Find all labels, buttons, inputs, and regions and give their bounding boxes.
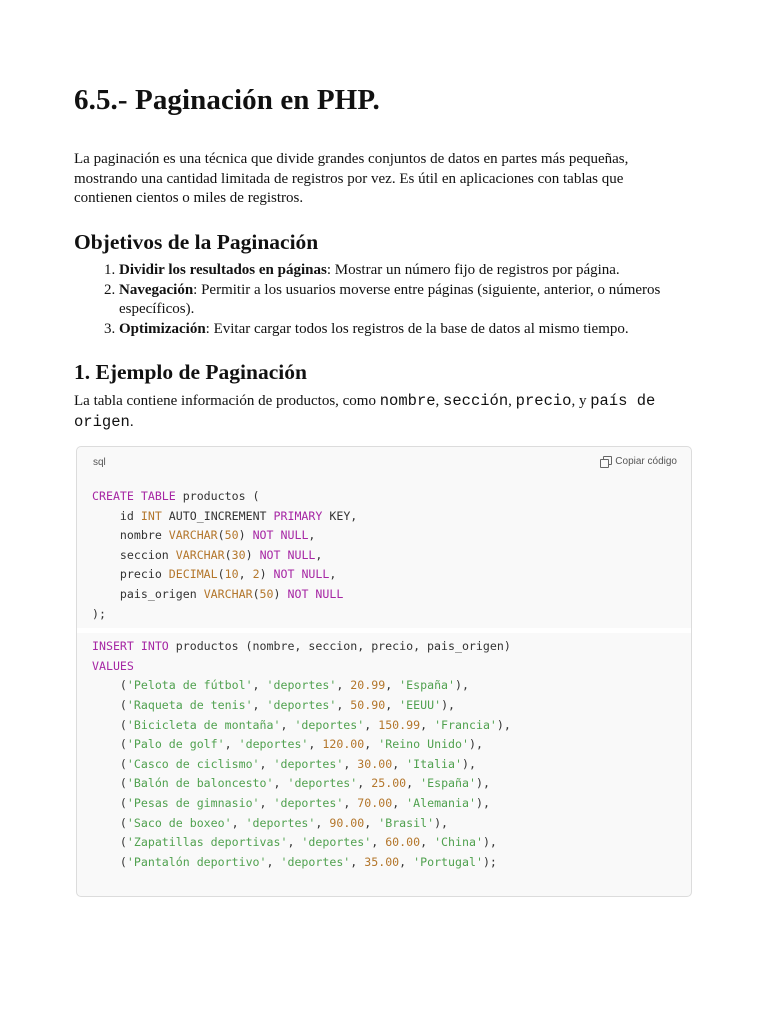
code-token: 'China' [434, 835, 483, 850]
code-token: , [357, 776, 372, 791]
code-token: 'Pelota de fútbol' [126, 678, 253, 693]
code-token: nombre [92, 528, 169, 543]
code-token: , [259, 795, 274, 810]
list-item-term: Navegación [119, 281, 194, 298]
code-token: ), [455, 678, 469, 693]
code-token: ), [434, 815, 449, 830]
code-token: ), [496, 717, 511, 732]
code-token: , [273, 776, 288, 791]
code-line [92, 565, 691, 585]
code-token: 'Zapatillas deportivas' [126, 835, 288, 850]
code-token: 'Brasil' [378, 815, 435, 830]
code-token: , [280, 717, 295, 732]
code-line [92, 605, 691, 625]
list-item-term: Dividir los resultados en páginas [119, 262, 327, 278]
code-token: , [350, 854, 365, 869]
code-line [92, 814, 691, 834]
code-token: precio [92, 567, 169, 582]
code-token: 'España' [420, 776, 476, 791]
code-insert-values [77, 637, 691, 872]
code-line [92, 507, 691, 527]
list-item [119, 281, 689, 320]
code-token: , [252, 678, 267, 693]
code-token: NOT NULL [287, 586, 344, 601]
code-line [92, 833, 691, 853]
code-token: 'deportes' [294, 717, 365, 732]
code-token: 50 [224, 528, 239, 543]
code-token: 'España' [399, 678, 456, 693]
code-token: DECIMAL [168, 567, 218, 582]
code-token: 'Casco de ciclismo' [126, 756, 260, 771]
field-name: precio [515, 392, 572, 410]
example-description [74, 391, 689, 433]
code-token: ( [92, 795, 127, 810]
code-token: , [399, 854, 414, 869]
code-token: 'Saco de boxeo' [126, 815, 232, 830]
objectives-list [74, 261, 689, 339]
code-token: ( [92, 717, 127, 732]
code-block [76, 446, 692, 897]
code-token: 90.00 [329, 815, 365, 830]
code-token: , [406, 776, 421, 791]
code-token: , [364, 815, 379, 830]
example-heading: 1. Ejemplo de Paginación [74, 360, 307, 384]
code-token: 'deportes' [301, 835, 372, 850]
code-token: 'Bicicleta de montaña' [126, 717, 281, 732]
code-token: pais_origen [92, 586, 204, 601]
code-token: productos (nombre, seccion, precio, pais_origen) [168, 639, 511, 654]
code-token: , [266, 854, 281, 869]
code-line [92, 735, 691, 755]
field-name: país de origen [74, 392, 656, 431]
code-token: , [287, 835, 302, 850]
code-token: 'Portugal' [413, 854, 483, 869]
code-token: AUTO_INCREMENT [161, 508, 274, 523]
field-name: sección [443, 392, 509, 410]
code-token: 'Palo de golf' [126, 737, 225, 752]
code-token: 35.00 [364, 854, 400, 869]
code-token: ); [482, 854, 497, 869]
code-token: ( [224, 547, 232, 562]
code-token: VALUES [92, 658, 134, 673]
code-separator [77, 628, 691, 633]
code-token: , [329, 567, 337, 582]
code-token: ); [92, 606, 106, 621]
code-token: ), [475, 776, 490, 791]
code-token: ), [469, 737, 483, 752]
code-token: INSERT INTO [92, 639, 169, 654]
code-token: 'Alemania' [406, 795, 476, 810]
code-token: 'Pesas de gimnasio' [126, 795, 260, 810]
code-line [92, 853, 691, 873]
code-token: , [252, 697, 267, 712]
code-token: VARCHAR [175, 547, 225, 562]
code-token: NOT NULL [273, 567, 330, 582]
code-token: ( [92, 776, 127, 791]
code-token: CREATE TABLE [92, 489, 176, 503]
list-item [119, 320, 689, 340]
intro-paragraph: La paginación es una técnica que divide grandes conjuntos de datos en partes más pequeñas, mostrando una cantidad limitada de registros por vez. Es útil en aplicaciones con tablas que contienen cientos o miles de registros. [74, 151, 629, 206]
code-token: 50.90 [350, 697, 386, 712]
code-token: VARCHAR [168, 528, 218, 543]
code-token: ( [217, 567, 225, 582]
code-token: 50 [259, 586, 274, 601]
copy-code-button[interactable] [600, 456, 677, 467]
code-token: , [315, 815, 330, 830]
list-item-text: : Mostrar un número fijo de registros por página. [326, 262, 620, 278]
code-token: NOT NULL [252, 528, 309, 543]
code-token: 'deportes' [280, 854, 351, 869]
code-token: , [385, 678, 400, 693]
code-token: 2 [252, 567, 260, 582]
code-token: , [420, 835, 435, 850]
code-token: ( [92, 697, 127, 712]
code-header [77, 447, 691, 479]
code-token: ( [252, 586, 260, 601]
code-token: , [238, 567, 253, 582]
code-token: 60.00 [385, 835, 421, 850]
code-line [92, 637, 691, 657]
code-line [92, 676, 691, 696]
code-token: ( [92, 815, 127, 830]
code-token: , [364, 717, 379, 732]
code-token: ), [441, 697, 456, 712]
code-token: 20.99 [350, 678, 386, 693]
code-token: INT [140, 508, 162, 523]
code-token: , [336, 697, 351, 712]
code-token: , [231, 815, 246, 830]
code-token: , [259, 756, 274, 771]
code-token: 70.00 [357, 795, 393, 810]
code-token: 'deportes' [273, 756, 344, 771]
code-token: ( [92, 756, 127, 771]
code-token: 'deportes' [266, 678, 337, 693]
list-item-text: : Permitir a los usuarios moverse entre páginas (siguiente, anterior, o números específicos). [119, 281, 661, 317]
code-token: , [364, 737, 379, 752]
code-line [92, 526, 691, 546]
code-token: seccion [92, 547, 176, 562]
code-token: KEY, [322, 508, 358, 523]
code-token: 'Italia' [406, 756, 462, 771]
code-token: 'deportes' [245, 815, 316, 830]
code-token: , [385, 697, 400, 712]
code-token: 10 [224, 567, 239, 582]
code-line [92, 774, 691, 794]
list-item-text: : Evitar cargar todos los registros de la base de datos al mismo tiempo. [205, 320, 629, 337]
code-token: ( [92, 854, 127, 869]
desc-sep: , y [571, 393, 591, 409]
code-token: VARCHAR [203, 586, 253, 601]
code-token: ( [92, 678, 127, 693]
code-token: ( [92, 835, 127, 850]
code-token: , [420, 717, 435, 732]
code-token: ) [259, 567, 274, 582]
code-token: productos ( [175, 489, 260, 503]
code-token: 150.99 [378, 717, 421, 732]
code-token: , [343, 795, 358, 810]
code-create-table [77, 487, 691, 624]
code-line [92, 657, 691, 677]
code-line [92, 546, 691, 566]
code-token: 'Francia' [434, 717, 497, 732]
code-line [92, 755, 691, 775]
code-token: 'EEUU' [399, 697, 442, 712]
code-token: ) [273, 586, 288, 601]
code-token: NOT NULL [259, 547, 316, 562]
code-token: 'deportes' [238, 737, 309, 752]
code-language-label: sql [93, 457, 106, 468]
code-line [92, 716, 691, 736]
code-token: ), [462, 756, 476, 771]
desc-sep: , [508, 393, 516, 409]
list-item [119, 261, 689, 281]
code-line [92, 794, 691, 814]
code-token: PRIMARY [273, 508, 323, 523]
code-token: 'Pantalón deportivo' [126, 854, 267, 869]
list-item-term: Optimización [119, 320, 206, 337]
code-token: 25.00 [371, 776, 407, 791]
code-token: 'Balón de baloncesto' [126, 776, 274, 791]
code-token: , [315, 547, 323, 562]
page-title: 6.5.- Paginación en PHP. [74, 84, 380, 116]
code-token: , [308, 737, 323, 752]
field-name: nombre [379, 392, 436, 410]
code-token: , [224, 737, 239, 752]
code-token: ) [245, 547, 260, 562]
code-token: ( [92, 737, 127, 752]
code-token: , [336, 678, 351, 693]
desc-text: La tabla contiene información de productos, como [74, 393, 380, 409]
code-token: ) [238, 528, 253, 543]
code-line [92, 696, 691, 716]
code-token: 'deportes' [287, 776, 358, 791]
code-token: 30 [231, 547, 246, 562]
copy-icon [600, 456, 611, 467]
desc-sep: , [435, 393, 444, 409]
copy-code-label: Copiar código [615, 456, 677, 467]
code-token: 'Reino Unido' [378, 737, 469, 752]
objectives-heading: Objetivos de la Paginación [74, 230, 319, 254]
code-token: 30.00 [357, 756, 393, 771]
code-token: , [371, 835, 386, 850]
code-token: , [392, 795, 407, 810]
desc-sep: . [129, 414, 134, 430]
code-token: ( [217, 528, 225, 543]
code-token: ), [482, 835, 497, 850]
code-token: 'Raqueta de tenis' [126, 697, 253, 712]
code-token: , [343, 756, 358, 771]
code-line [92, 585, 691, 605]
code-token: 'deportes' [266, 697, 337, 712]
code-token: 120.00 [322, 737, 365, 752]
code-token: ), [475, 795, 490, 810]
code-token: id [92, 508, 141, 523]
code-token: , [392, 756, 407, 771]
code-token: , [308, 528, 316, 543]
code-line [92, 487, 691, 507]
code-token: 'deportes' [273, 795, 344, 810]
